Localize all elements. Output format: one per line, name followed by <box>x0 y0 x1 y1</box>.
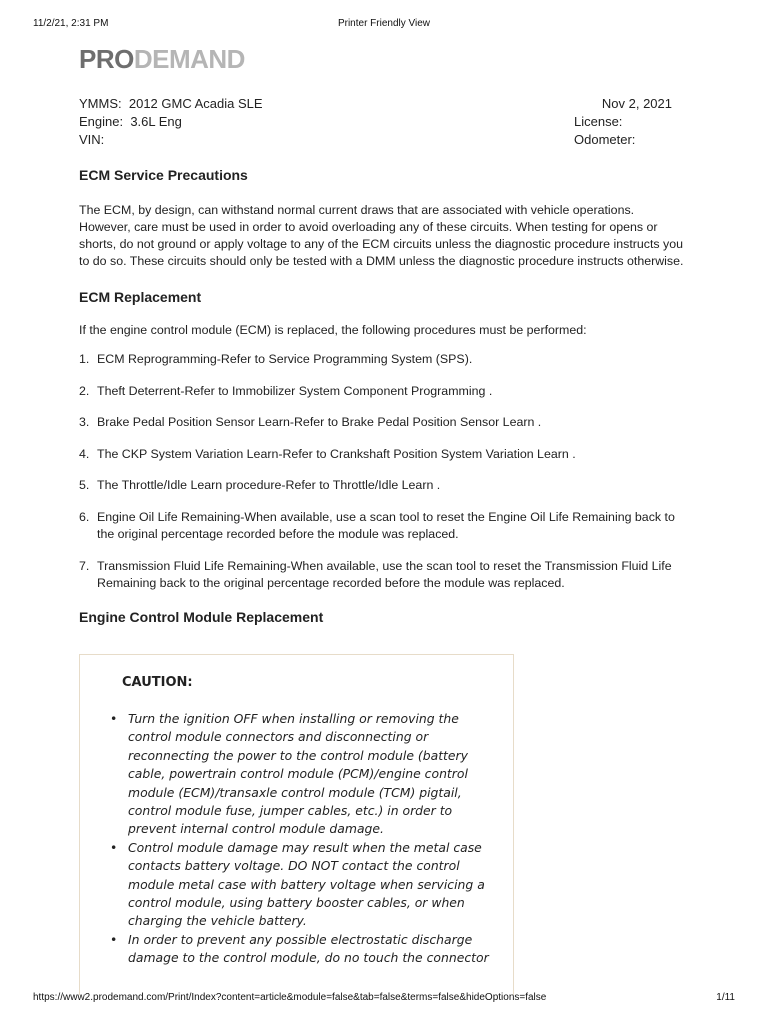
replacement-heading: ECM Replacement <box>79 289 202 305</box>
report-date: Nov 2, 2021 <box>601 96 672 111</box>
print-title: Printer Friendly View <box>337 18 431 29</box>
page-url: https://www2.prodemand.com/Print/Index?content=article&module=false&tab=false&terms=false&hideOptions=false <box>33 992 547 1003</box>
vehicle-info-row <box>79 131 672 149</box>
step-text: ECM Reprogramming-Refer to Service Programming System (SPS). <box>97 352 473 366</box>
list-item <box>79 509 687 544</box>
step-number: 5. <box>79 478 90 492</box>
vehicle-info <box>79 95 672 149</box>
caution-list <box>108 710 498 968</box>
precautions-paragraph: The ECM, by design, can withstand normal current draws that are associated with vehicle operations. However, care must be used in order to avoid overloading any of these circuits. When testing for opens or shorts, do not ground or apply voltage to any of the ECM circuits unless the diagnostic procedure instructs you to do so. These circuits should only be tested with a DMM unless the diagnostic procedure instructs otherwise. <box>79 203 684 268</box>
license-label: License: <box>574 114 623 129</box>
logo-part-pro: PRO <box>79 44 134 74</box>
vehicle-info-row <box>79 113 672 131</box>
replacement-intro: If the engine control module (ECM) is replaced, the following procedures must be performed: <box>79 323 587 337</box>
module-replacement-heading: Engine Control Module Replacement <box>79 608 324 625</box>
bullet-icon: • <box>110 839 118 855</box>
step-number: 2. <box>79 383 90 398</box>
step-number: 7. <box>79 558 90 573</box>
list-item <box>108 710 498 839</box>
ymms-value: 2012 GMC Acadia SLE <box>128 96 263 111</box>
list-item <box>79 558 687 593</box>
vehicle-info-row <box>79 95 672 113</box>
caution-text: Turn the ignition OFF when installing or removing the control module connectors and disconnecting or reconnecting the power to the control module (battery cable, powertrain control module (PCM)/engine control module (ECM)/transaxle control module (TCM) pigtail, control module fuse, jumper cables, etc.) in order to prevent internal control module damage. <box>128 711 468 837</box>
page-number: 1/11 <box>716 992 735 1003</box>
list-item <box>79 383 687 401</box>
ymms-field <box>79 95 263 113</box>
list-item <box>79 477 687 495</box>
step-text: Engine Oil Life Remaining-When available, use a scan tool to reset the Engine Oil Life Remaining back to the original percentage recorded before the module was replaced. <box>97 509 675 541</box>
engine-label: Engine: <box>79 114 124 129</box>
list-item <box>79 446 687 464</box>
print-datetime: 11/2/21, 2:31 PM <box>33 18 109 29</box>
caution-text: In order to prevent any possible electrostatic discharge damage to the control module, do no touch the connector <box>128 931 489 966</box>
ymms-label: YMMS: <box>79 96 122 111</box>
list-item <box>79 414 687 432</box>
step-text: Theft Deterrent-Refer to Immobilizer System Component Programming . <box>97 383 493 398</box>
step-number: 4. <box>79 446 90 461</box>
engine-field <box>79 113 182 131</box>
odometer-label: Odometer: <box>574 132 636 147</box>
step-text: Brake Pedal Position Sensor Learn-Refer to Brake Pedal Position Sensor Learn . <box>97 415 542 429</box>
step-number: 6. <box>79 509 90 524</box>
bullet-icon: • <box>110 931 118 947</box>
vin-label: VIN: <box>79 132 105 147</box>
prodemand-logo <box>79 46 245 72</box>
step-text: The CKP System Variation Learn-Refer to Crankshaft Position System Variation Learn . <box>97 446 576 461</box>
step-number: 1. <box>79 352 90 366</box>
caution-text: Control module damage may result when the metal case contacts battery voltage. DO NOT contact the control module metal case with battery voltage when servicing a control module, using battery booster cables, or when charging the vehicle battery. <box>128 839 485 929</box>
logo-part-demand: DEMAND <box>133 44 245 74</box>
caution-box <box>79 654 514 995</box>
list-item <box>108 931 498 968</box>
engine-value: 3.6L Eng <box>130 114 182 129</box>
step-text: The Throttle/Idle Learn procedure-Refer to Throttle/Idle Learn . <box>97 478 441 492</box>
list-item <box>79 351 687 369</box>
step-text: Transmission Fluid Life Remaining-When available, use the scan tool to reset the Transmission Fluid Life Remaining back to the original percentage recorded before the module was replaced. <box>97 558 672 590</box>
print-header <box>33 18 735 32</box>
replacement-steps-list <box>79 351 687 593</box>
article-content <box>79 165 687 642</box>
step-number: 3. <box>79 415 90 429</box>
bullet-icon: • <box>110 711 118 726</box>
precautions-heading: ECM Service Precautions <box>79 167 248 183</box>
list-item <box>108 839 498 931</box>
caution-title: CAUTION: <box>122 675 193 690</box>
print-footer <box>33 992 735 1006</box>
